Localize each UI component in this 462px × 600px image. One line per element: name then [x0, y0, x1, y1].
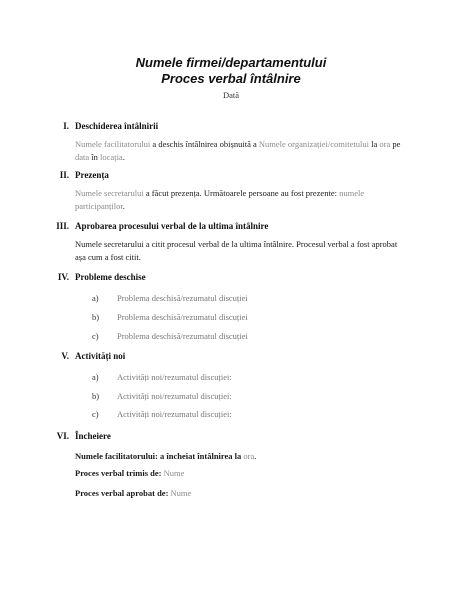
section-body-attendance: Numele secretarului a făcut prezența. Următoarele persoane au fost prezente: numele participanților.	[75, 188, 365, 211]
location-placeholder: locația	[100, 152, 123, 162]
list-item-text: Problema deschisă/rezumatul discuției	[117, 312, 248, 322]
list-item-letter: c)	[92, 409, 99, 419]
document-title: Proces verbal întâlnire	[161, 71, 301, 86]
company-name-title: Numele firmei/departamentului	[135, 55, 327, 70]
secretary-name-placeholder: Numele secretarului	[75, 188, 144, 198]
section-heading-closing	[56, 431, 111, 441]
section-number: IV.	[57, 272, 69, 282]
section-number: VI.	[56, 431, 69, 441]
list-item	[0, 312, 462, 324]
closing-line: Numele facilitatorului: a încheiat întâlnirea la ora.	[75, 451, 257, 461]
list-item-letter: b)	[92, 391, 100, 401]
minutes-approved-label: Proces verbal aprobat de:	[75, 488, 171, 498]
section-heading-new-activities	[61, 351, 126, 361]
sender-name-placeholder: Nume	[163, 468, 185, 478]
list-item	[0, 391, 462, 403]
date-placeholder: Dată	[222, 90, 240, 100]
list-item-text: Activități noi/rezumatul discuției:	[117, 372, 232, 382]
list-item	[0, 409, 462, 421]
organization-name-placeholder: Numele organizației/comitetului	[258, 139, 369, 149]
list-item-letter: c)	[92, 331, 99, 341]
section-title: Încheiere	[75, 431, 111, 441]
list-item-letter: b)	[92, 312, 100, 322]
list-item-text: Problema deschisă/rezumatul discuției	[117, 331, 248, 341]
section-title: Probleme deschise	[75, 272, 146, 282]
approver-name-placeholder: Nume	[170, 488, 192, 498]
list-item-text: Activități noi/rezumatul discuției:	[117, 391, 232, 401]
section-number: II.	[59, 170, 69, 180]
section-heading-open-issues	[57, 272, 146, 282]
section-number: V.	[61, 351, 69, 361]
time-placeholder: ora	[379, 139, 391, 149]
list-item-letter: a)	[92, 372, 99, 382]
section-body-approval: Numele secretarului a citit procesul verbal de la ultima întâlnire. Procesul verbal a fost aprobat așa cum a fost citit.	[75, 239, 398, 262]
section-title: Deschiderea întâlnirii	[75, 121, 159, 131]
participants-placeholder: numele participanților	[75, 188, 365, 211]
list-item-letter: a)	[92, 293, 99, 303]
secretary-name-text: Numele secretarului	[75, 239, 144, 249]
section-number: III.	[56, 221, 69, 231]
list-item	[0, 331, 462, 343]
section-title: Activități noi	[75, 351, 126, 361]
list-item	[0, 372, 462, 384]
minutes-sent-by	[75, 467, 405, 480]
facilitator-name-placeholder: Numele facilitatorului	[75, 139, 151, 149]
section-title: Aprobarea procesului verbal de la ultima întâlnire	[75, 221, 269, 231]
minutes-sent-label: Proces verbal trimis de:	[75, 468, 164, 478]
list-item-text: Problema deschisă/rezumatul discuției	[117, 293, 248, 303]
list-item-text: Activități noi/rezumatul discuției:	[117, 409, 232, 419]
section-title: Prezența	[75, 170, 109, 180]
section-heading-approval	[56, 221, 269, 231]
section-heading-opening	[63, 121, 159, 131]
list-item	[0, 293, 462, 305]
section-body-opening: Numele facilitatorului a deschis întâlnirea obișnuită a Numele organizației/comitetului la ora pe data în locația.	[75, 139, 401, 162]
facilitator-name-text: Numele facilitatorului	[75, 451, 156, 461]
minutes-approved-by	[75, 487, 405, 500]
closing-time-placeholder: ora	[243, 451, 255, 461]
section-heading-attendance	[59, 170, 109, 180]
section-number: I.	[63, 121, 69, 131]
date-inline-placeholder: data	[75, 152, 90, 162]
